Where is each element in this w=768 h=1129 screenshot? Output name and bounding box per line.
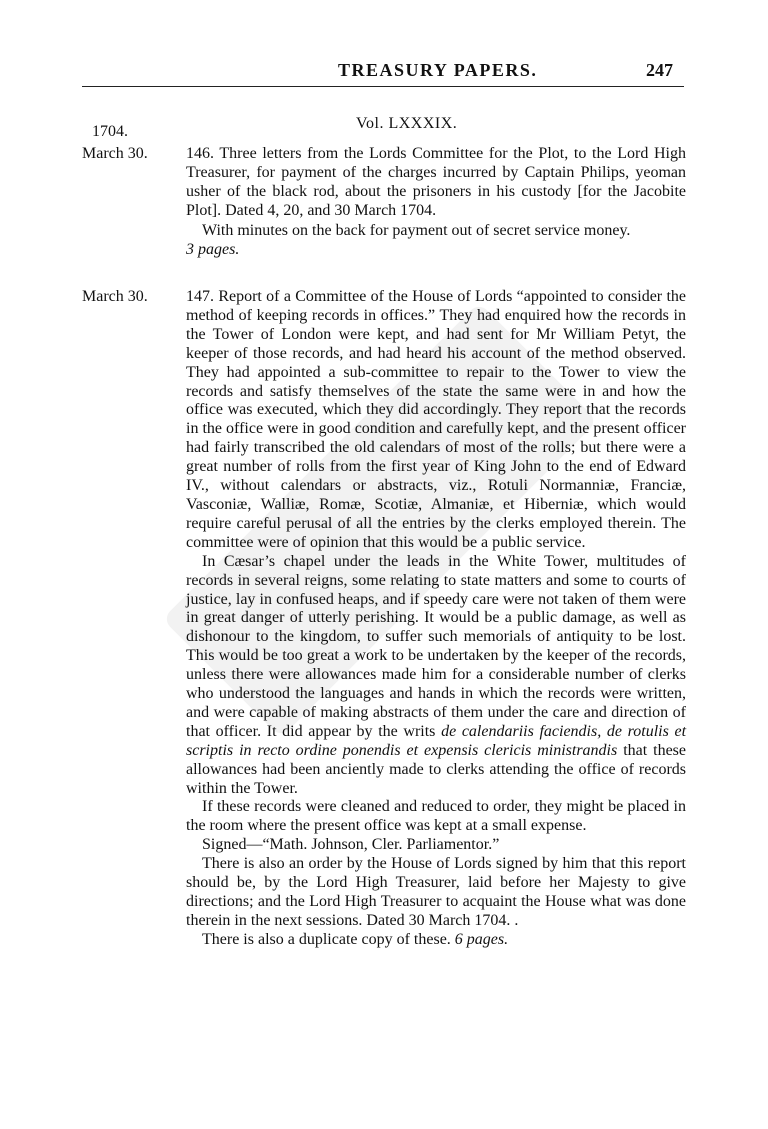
- entry-146-minutes-text: With minutes on the back for payment out of secret service money.: [202, 221, 631, 239]
- entry-147: [186, 288, 686, 950]
- entry-147-para-2: [186, 553, 686, 799]
- entry-147-para-2a: In Cæsar’s chapel under the leads in the White Tower, multitudes of records in several reigns, some relating to state matters and some to courts of justice, lay in confused heaps, and if speedy care were not taken of them were in great danger of utterly perishing. It would be a public damage, as well as dishonour to the kingdom, to suffer such memorials of antiquity to be lost. This would be too great a work to be undertaken by the keeper of the records, unless there were allowances made him for a considerable number of clerks who understood the languages and hands in which the records were written, and were capable of making abstracts of them under the care and direction of that officer. It did appear by the writs: [186, 552, 686, 740]
- entry-146: [186, 145, 686, 259]
- entry-146-pages: 3 pages.: [186, 240, 240, 258]
- entry-147-para-1: 147. Report of a Committee of the House of Lords “appointed to consider the method of keeping records in offices.” They had enquired how the records in the Tower of London were kept, and had sent for Mr William Petyt, the keeper of those records, and had heard his account of the method observed. They had appointed a sub-committee to repair to the Tower to view the records and satisfy themselves of the state the same were in and how the office was executed, which they did accordingly. They report that the records in the office were in good condition and carefully kept, and the present officer had fairly transcribed the old calendars of most of the rolls; but there were a great number of rolls from the first year of King John to the end of Edward IV., without calendars or abstracts, viz., Rotuli Normanniæ, Franciæ, Vasconiæ, Walliæ, Romæ, Scotiæ, Almaniæ, et Hiberniæ, which would require careful perusal of all the entries by the clerks employed therein. The committee were of opinion that this would be a public service.: [186, 288, 686, 551]
- entry-147-para-3: If these records were cleaned and reduced to order, they might be placed in the room where the present office was kept at a small expense.: [186, 798, 686, 835]
- entry-147-latin-writs: de calendariis faciendis, de rotulis et scriptis in recto ordine ponendis et expensis clericis ministrandis: [186, 722, 687, 759]
- volume-heading: Vol. LXXXIX.: [356, 115, 458, 132]
- margin-date-147: March 30.: [82, 288, 148, 305]
- page-number: 247: [646, 60, 673, 80]
- entry-147-para-5: There is also an order by the House of Lords signed by him that this report should be, by the Lord High Treasurer, laid before her Majesty to give directions; and the Lord High Treasurer to acquaint the House what was done therein in the next sessions. Dated 30 March 1704. .: [186, 855, 686, 929]
- entry-147-para-2b: that these allowances had been anciently made to clerks attending the office of records within the Tower.: [186, 741, 687, 797]
- running-header: [0, 60, 768, 90]
- header-rule: [82, 86, 684, 87]
- entry-146-minutes: [186, 222, 686, 260]
- entry-147-signature: Signed—“Math. Johnson, Cler. Parliamentor.”: [202, 836, 500, 854]
- header-title: TREASURY PAPERS.: [338, 60, 538, 80]
- entry-146-text: 146. Three letters from the Lords Committee for the Plot, to the Lord High Treasurer, for payment of the charges incurred by Captain Philips, yeoman usher of the black rod, about the prisoners in his custody [for the Jacobite Plot]. Dated 4, 20, and 30 March 1704.: [186, 145, 686, 219]
- margin-year: 1704.: [92, 123, 128, 140]
- entry-147-pages: 6 pages.: [454, 930, 509, 948]
- entry-147-para-6: [186, 931, 686, 950]
- margin-date-146: March 30.: [82, 145, 148, 162]
- entry-147-duplicate-text: There is also a duplicate copy of these.: [202, 930, 451, 948]
